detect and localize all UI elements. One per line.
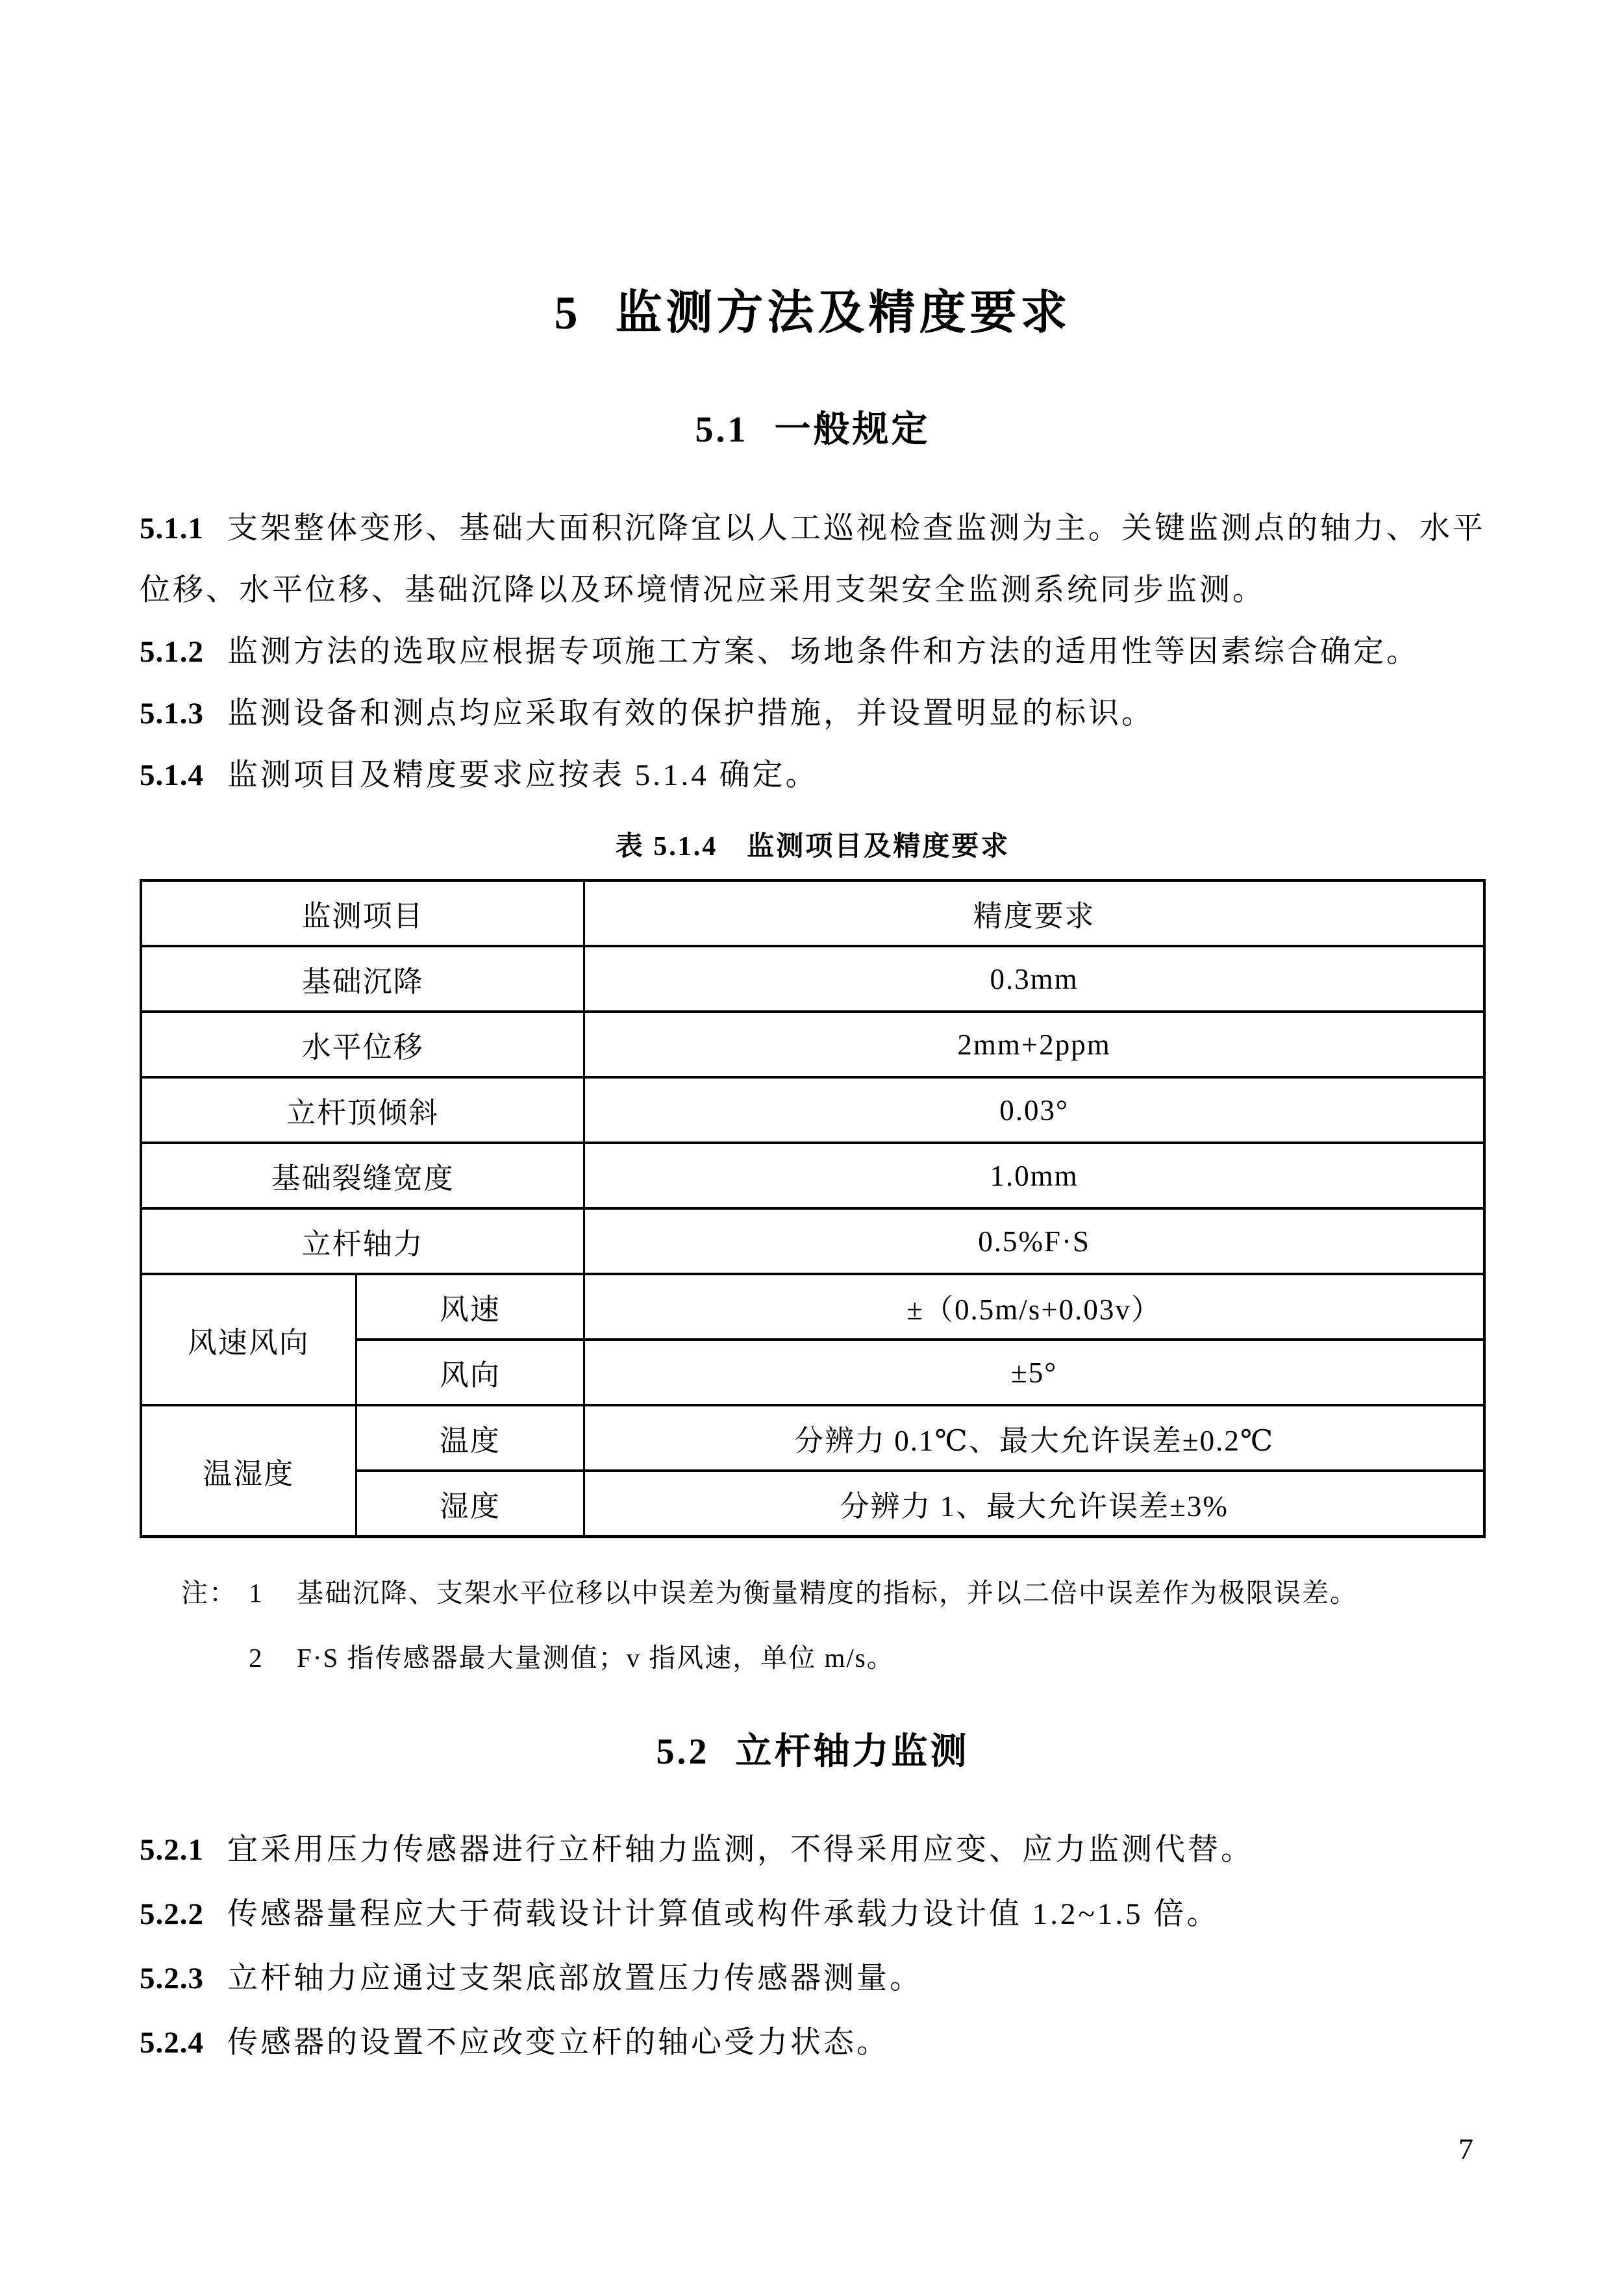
paragraph-number: 5.1.1 <box>140 512 204 546</box>
paragraph-text: 监测方法的选取应根据专项施工方案、场地条件和方法的适用性等因素综合确定。 <box>227 635 1419 669</box>
table-cell-item: 水平位移 <box>141 1012 584 1077</box>
paragraph-number: 5.1.3 <box>140 697 204 731</box>
table-cell-item: 立杆顶倾斜 <box>141 1077 584 1143</box>
table-cell-subitem: 温度 <box>356 1405 584 1471</box>
section-5-1-title: 一般规定 <box>774 409 931 450</box>
table-row <box>141 1274 1484 1340</box>
note-indent <box>140 1625 181 1690</box>
paragraph-number: 5.2.4 <box>140 2026 204 2060</box>
table-cell-subitem: 风速 <box>356 1274 584 1340</box>
paragraph-5-1-4 <box>140 745 1486 806</box>
table-notes <box>140 1560 1486 1690</box>
table-row <box>141 1012 1484 1077</box>
table-cell-req: 0.5%F·S <box>584 1208 1484 1274</box>
page-number: 7 <box>1458 2132 1473 2165</box>
paragraph-text: 传感器量程应大于荷载设计计算值或构件承载力设计值 1.2~1.5 倍。 <box>227 1897 1220 1932</box>
paragraph-5-1-2 <box>140 621 1486 683</box>
paragraph-number: 5.2.3 <box>140 1962 204 1996</box>
table-cell-req: 2mm+2ppm <box>584 1012 1484 1077</box>
table-header-row <box>141 880 1484 946</box>
note-number: 1 <box>249 1578 264 1608</box>
note-label-spacer <box>181 1625 249 1690</box>
paragraph-text: 宜采用压力传感器进行立杆轴力监测，不得采用应变、应力监测代替。 <box>227 1833 1254 1867</box>
section-heading-5-1 <box>140 411 1486 449</box>
table-cell-item: 立杆轴力 <box>141 1208 584 1274</box>
section-5-2-number: 5.2 <box>656 1732 710 1773</box>
table-cell-req: 分辨力 0.1℃、最大允许误差±0.2℃ <box>584 1405 1484 1471</box>
table-cell-req: 0.3mm <box>584 946 1484 1012</box>
table-row <box>141 1208 1484 1274</box>
chapter-number: 5 <box>554 287 582 339</box>
table-row <box>141 1077 1484 1143</box>
table-cell-item: 基础沉降 <box>141 946 584 1012</box>
chapter-title: 监测方法及精度要求 <box>615 287 1071 339</box>
paragraph-text: 支架整体变形、基础大面积沉降宜以人工巡视检查监测为主。关键监测点的轴力、水平位移、水平位移、基础沉降以及环境情况应采用支架安全监测系统同步监测。 <box>140 512 1486 608</box>
table-row <box>141 946 1484 1012</box>
chapter-heading <box>140 289 1486 338</box>
table-cell-req: ±5° <box>584 1340 1484 1405</box>
table-cell-req: ±（0.5m/s+0.03v） <box>584 1274 1484 1340</box>
note-label: 注： <box>181 1578 237 1608</box>
note-text: 基础沉降、支架水平位移以中误差为衡量精度的指标，并以二倍中误差作为极限误差。 <box>297 1578 1358 1608</box>
paragraph-number: 5.2.2 <box>140 1897 204 1932</box>
paragraph-5-2-2 <box>140 1882 1486 1947</box>
table-cell-group: 风速风向 <box>141 1274 356 1405</box>
paragraph-number: 5.2.1 <box>140 1833 204 1867</box>
table-header-req: 精度要求 <box>584 880 1484 946</box>
paragraph-text: 监测项目及精度要求应按表 5.1.4 确定。 <box>227 758 819 793</box>
table-row <box>141 1143 1484 1208</box>
note-item-1 <box>140 1560 1486 1625</box>
table-cell-subitem: 湿度 <box>356 1471 584 1537</box>
paragraph-5-1-3 <box>140 683 1486 745</box>
section-5-2-title: 立杆轴力监测 <box>735 1732 969 1773</box>
section-5-1-number: 5.1 <box>695 409 749 450</box>
paragraph-number: 5.1.2 <box>140 635 204 669</box>
paragraph-5-2-3 <box>140 1947 1486 2011</box>
note-indent <box>140 1560 181 1625</box>
table-caption: 表 5.1.4 监测项目及精度要求 <box>615 832 1010 862</box>
note-text: F·S 指传感器最大量测值；v 指风速，单位 m/s。 <box>297 1643 895 1673</box>
paragraph-number: 5.1.4 <box>140 758 204 793</box>
table-cell-subitem: 风向 <box>356 1340 584 1405</box>
table-cell-req: 0.03° <box>584 1077 1484 1143</box>
table-cell-item: 基础裂缝宽度 <box>141 1143 584 1208</box>
table-cell-req: 1.0mm <box>584 1143 1484 1208</box>
paragraph-text: 立杆轴力应通过支架底部放置压力传感器测量。 <box>227 1962 923 1996</box>
table-cell-req: 分辨力 1、最大允许误差±3% <box>584 1471 1484 1537</box>
paragraph-5-2-4 <box>140 2011 1486 2075</box>
table-cell-group: 温湿度 <box>141 1405 356 1537</box>
note-item-2 <box>140 1625 1486 1690</box>
section-heading-5-2 <box>140 1733 1486 1771</box>
precision-table <box>140 879 1486 1538</box>
paragraph-5-2-1 <box>140 1818 1486 1882</box>
paragraph-5-1-1 <box>140 498 1486 621</box>
paragraph-text: 传感器的设置不应改变立杆的轴心受力状态。 <box>227 2026 890 2060</box>
note-number: 2 <box>249 1643 264 1673</box>
table-row <box>141 1405 1484 1471</box>
section-5-1-paragraphs <box>140 498 1486 806</box>
table-header-item: 监测项目 <box>141 880 584 946</box>
section-5-2-paragraphs <box>140 1818 1486 2075</box>
paragraph-text: 监测设备和测点均应采取有效的保护措施，并设置明显的标识。 <box>227 697 1155 731</box>
